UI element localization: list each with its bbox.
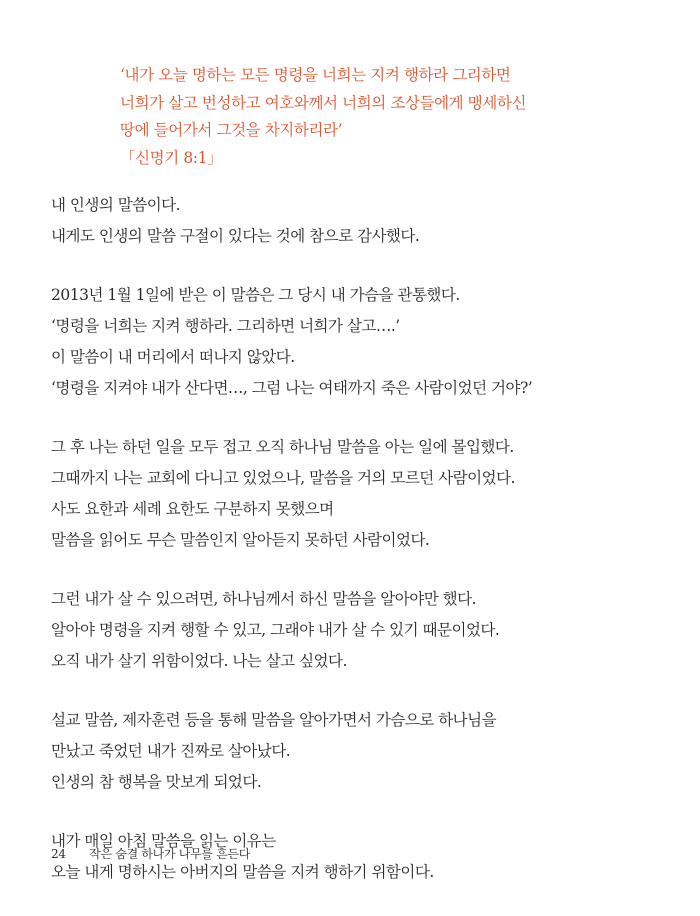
scripture-quote	[120, 62, 590, 172]
paragraph	[51, 280, 651, 404]
text-line: 만났고 죽었던 내가 진짜로 살아났다.	[51, 742, 291, 760]
paragraph	[51, 432, 651, 556]
text-line: 그런 내가 살 수 있으려면, 하나님께서 하신 말씀을 알아야만 했다.	[51, 590, 476, 608]
text-line: 내게도 인생의 말씀 구절이 있다는 것에 참으로 감사했다.	[51, 227, 420, 245]
paragraph	[51, 190, 651, 252]
paragraph	[51, 705, 651, 798]
text-line: 오직 내가 살기 위함이었다. 나는 살고 싶었다.	[51, 652, 347, 670]
quote-reference: 「신명기 8:1」	[120, 148, 223, 167]
text-line: 사도 요한과 세례 요한도 구분하지 못했으며	[51, 500, 334, 518]
text-line: 인생의 참 행복을 맛보게 되었다.	[51, 773, 262, 791]
text-line: 알아야 명령을 지켜 행할 수 있고, 그래야 내가 살 수 있기 때문이었다.	[51, 621, 500, 639]
text-line: 내 인생의 말씀이다.	[51, 196, 181, 214]
text-line: 이 말씀이 내 머리에서 떠나지 않았다.	[51, 348, 295, 366]
quote-line: 너희가 살고 번성하고 여호와께서 너희의 조상들에게 맹세하신	[120, 93, 527, 112]
text-line: 그 후 나는 하던 일을 모두 접고 오직 하나님 말씀을 아는 일에 몰입했다.	[51, 438, 514, 456]
text-line: ‘명령을 지켜야 내가 산다면…, 그럼 나는 여태까지 죽은 사람이었던 거야?’	[51, 379, 533, 397]
text-line: 말씀을 읽어도 무슨 말씀인지 알아듣지 못하던 사람이었다.	[51, 531, 430, 549]
text-line: 2013년 1월 1일에 받은 이 말씀은 그 당시 내 가슴을 관통했다.	[51, 286, 460, 304]
text-line: 설교 말씀, 제자훈련 등을 통해 말씀을 알아가면서 가슴으로 하나님을	[51, 711, 497, 729]
page-footer	[51, 845, 250, 862]
body-text	[51, 190, 651, 916]
book-title: 작은 숨결 하나가 나무를 흔든다	[89, 847, 251, 861]
text-line: 그때까지 나는 교회에 다니고 있었으나, 말씀을 거의 모르던 사람이었다.	[51, 469, 515, 487]
quote-line: ‘내가 오늘 명하는 모든 명령을 너희는 지켜 행하라 그리하면	[120, 66, 511, 84]
text-line: 오늘 내게 명하시는 아버지의 말씀을 지켜 행하기 위함이다.	[51, 863, 434, 881]
text-line: ‘명령을 너희는 지켜 행하라. 그리하면 너희가 살고….’	[51, 317, 400, 335]
text-line: 내가 매일 아침 말씀을 읽는 이유는	[51, 832, 276, 850]
page-number: 24	[51, 847, 66, 861]
quote-line: 땅에 들어가서 그것을 차지하리라’	[120, 121, 343, 139]
paragraph	[51, 584, 651, 677]
